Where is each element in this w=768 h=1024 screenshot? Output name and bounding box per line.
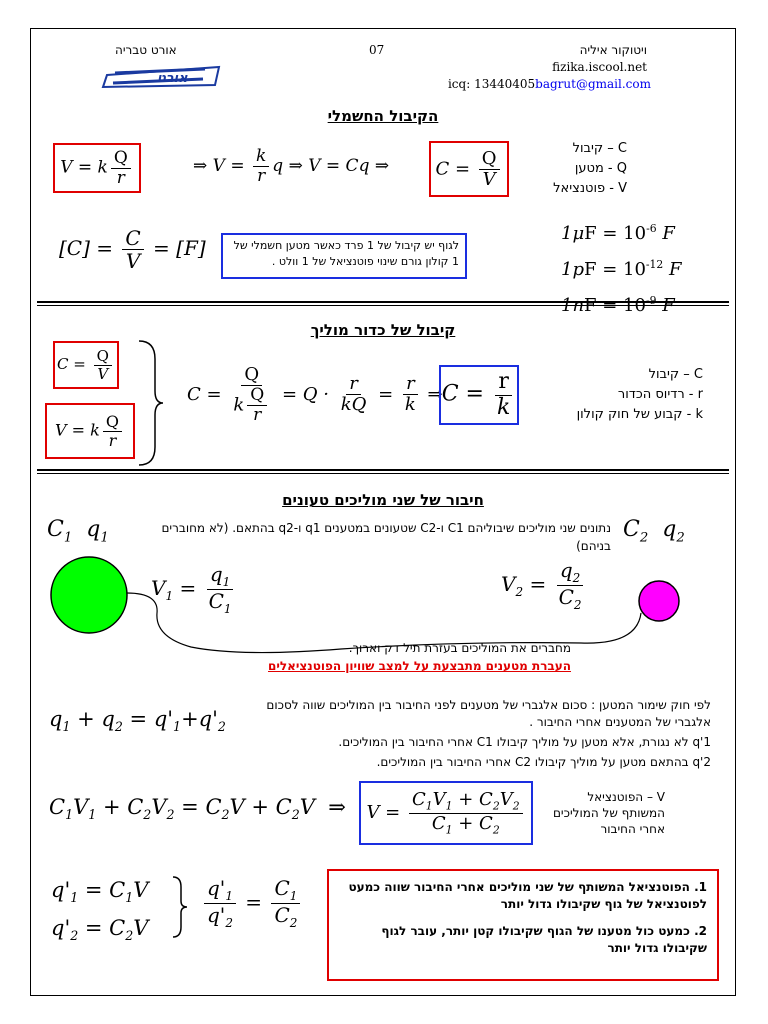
legend-item-v: V - פוטנציאל bbox=[553, 181, 627, 196]
sphere-result-box: C = $\frac{r}{k}$ bbox=[439, 365, 519, 425]
label-c2-q2: $C_2$ $q_2$ bbox=[623, 517, 685, 546]
pico-farad-line: $1pF = 10^{-12}$ F bbox=[561, 258, 682, 280]
q2-prime-text: q'2 בהתאם מטען על מוליך קיבולו C2 אחרי החיבור בין המוליכים. bbox=[376, 755, 711, 769]
formula-charge-ratio: $\frac{q'_1}{q'_2}$ = $\frac{C_1}{C_2}$ bbox=[201, 877, 303, 930]
formula-derivation: ⇒ V = $\frac{k}{r}$ q ⇒ V = Cq ⇒ bbox=[193, 146, 390, 186]
legend-item-c: C – קיבול bbox=[572, 141, 627, 156]
ort-logo bbox=[101, 61, 225, 91]
email-link[interactable]: bagrut@gmail.com bbox=[535, 77, 651, 91]
icq-line bbox=[448, 77, 651, 91]
author-name: ויטוקור איליה bbox=[579, 43, 647, 57]
v-desc-3: אחרי החיבור bbox=[600, 822, 665, 836]
school-name: אורט טבריה bbox=[115, 43, 177, 57]
formula-charges-sum: $C_1V_1 + C_2V_2 = C_2V + C_2V$ ⇒ bbox=[49, 795, 346, 823]
micro-farad-line: $1\mu F = 10^{-6}$ F bbox=[561, 222, 675, 244]
right-brace bbox=[171, 875, 189, 943]
formula-sphere-derivation: C = Q k $\frac{Q}{r}$ = Q · $\frac{r}{kQ}$ = $\frac{r}{k}$ ⇒ bbox=[187, 364, 443, 425]
legend-capacitance bbox=[553, 139, 627, 199]
label-c1-q1: $C_1$ $q_1$ bbox=[47, 517, 109, 546]
conservation-text: לפי חוק שימור המטען : סכום אלגברי של מטענים לפני החיבור בין המוליכים שווה לסכום אלגברי של המטענים אחרי החיבור . bbox=[266, 698, 711, 729]
conclusion-1: 1. הפוטנציאל המשותף של שני מוליכים אחרי החיבור שווה כמעט לפוטנציאל של גוף שקיבולו גדול יותר bbox=[348, 880, 707, 911]
left-brace bbox=[135, 339, 165, 471]
nano-farad-line: $1nF = 10^{-9}$ F bbox=[561, 294, 675, 316]
formula-potential-box: V = k $\frac{Q}{r}$ bbox=[53, 143, 141, 193]
divider-1 bbox=[37, 301, 729, 306]
icq-number: icq: 13440405 bbox=[447, 77, 536, 91]
sphere-capacitance-box: C = $\frac{Q}{V}$ bbox=[53, 341, 119, 389]
section-title-sphere: קיבול של כדור מוליך bbox=[310, 321, 456, 339]
legend-item-q: Q - מטען bbox=[574, 161, 627, 176]
formula-conservation: $q_1 + q_2 = q'_1+q'_2$ bbox=[49, 707, 226, 735]
farad-note: לגוף יש קיבול של 1 פרד כאשר מטען חשמלי של 1 קולון גורם שינוי פוטנציאל של 1 וולט . bbox=[221, 233, 467, 279]
v-desc-2: המשותף של המוליכים bbox=[552, 806, 665, 820]
section-title-connection: חיבור של שני מוליכים טעונים bbox=[282, 491, 484, 509]
section-title-capacitance: הקיבול החשמלי bbox=[327, 107, 439, 125]
conclusion-2: 2. כמעט כול מטענו של הגוף שקיבולו קטן יותר, עובר לגוף שקיבולו גדול יותר bbox=[381, 924, 707, 955]
q1-prime-text: q'1 לא נגורת, אלא מטען על מוליך קיבולו C1 אחרי החיבור בין המוליכים. bbox=[338, 735, 711, 749]
small-sphere bbox=[639, 581, 679, 621]
divider-2 bbox=[37, 469, 729, 474]
legend-item-k: k - קבוע של חוק קולון bbox=[576, 407, 703, 422]
formula-capacitance-box: C = $\frac{Q}{V}$ bbox=[429, 141, 509, 197]
logo-text: אורט bbox=[157, 71, 188, 86]
large-sphere bbox=[51, 557, 127, 633]
formula-final-charges: $q'_1 = C_1V$ $q'_2 = C_2V$ bbox=[51, 878, 149, 944]
sphere-potential-box: V = k $\frac{Q}{r}$ bbox=[45, 403, 135, 459]
page bbox=[30, 28, 736, 996]
legend-item-c2: C – קיבול bbox=[648, 367, 703, 382]
legend-sphere bbox=[577, 365, 703, 425]
site-name: fizika.iscool.net bbox=[552, 60, 647, 74]
intro-text: נתונים שני מוליכים שיבוליהם C1 ו-C2 שטעונים במטענים q1 ו-q2 בהתאם. (לא מחוברים בניהם) bbox=[161, 521, 611, 553]
formula-v1: $V_1$ = $\frac{q_1}{C_1}$ bbox=[151, 562, 232, 617]
v-desc-1: V – הפוטנציאל bbox=[587, 790, 665, 804]
v-description bbox=[553, 789, 665, 837]
common-potential-box: V = $\frac{C_1V_1 + C_2V_2}{C_1 + C_2}$ bbox=[359, 781, 533, 845]
connect-text: מחברים את המוליכים בעזרת תיל דק וארוך. bbox=[348, 641, 571, 655]
transfer-text: העברת מטענים מתבצעת על למצב שוויון הפוטנציאלים bbox=[268, 659, 571, 673]
conclusions-box bbox=[327, 869, 719, 981]
formula-v2: $V_2$ = $\frac{q_2}{C_2}$ bbox=[501, 558, 582, 613]
legend-item-r: r - רדיוס הכדור bbox=[617, 387, 703, 402]
formula-units: [C] = $\frac{C}{V}$ = [F] bbox=[59, 226, 206, 273]
page-number: 07 bbox=[369, 43, 385, 57]
